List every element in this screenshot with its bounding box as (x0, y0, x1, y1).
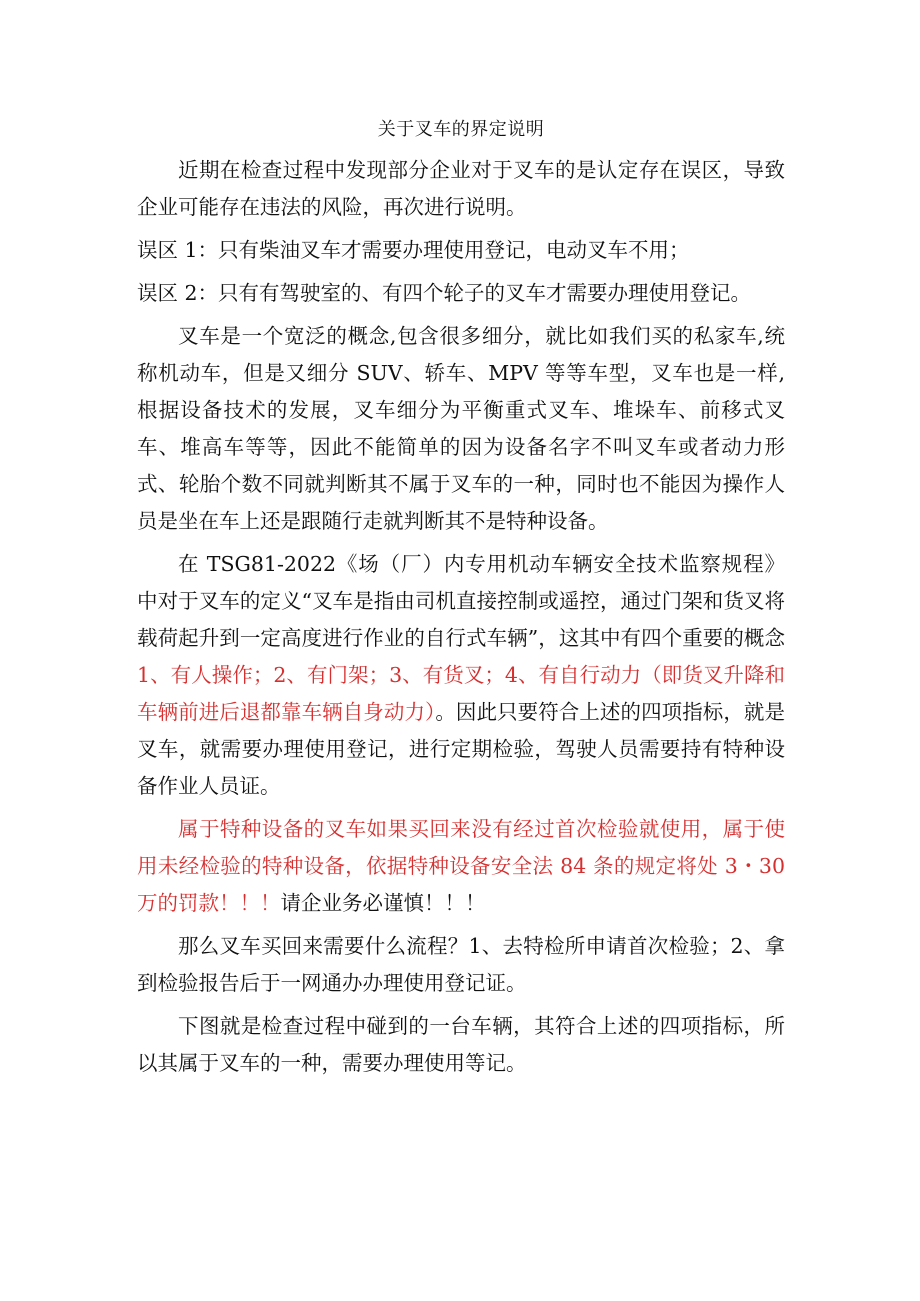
definition-paragraph (137, 546, 785, 805)
penalty-caution: 请企业务必谨慎！！！ (280, 891, 486, 915)
intro-paragraph: 近期在检查过程中发现部分企业对于叉车的是认定存在误区，导致企业可能存在违法的风险，再次进行说明。 (137, 158, 785, 219)
closing-paragraph: 下图就是检查过程中碰到的一台车辆，其符合上述的四项指标，所以其属于叉车的一种，需要办理使用等记。 (137, 1014, 785, 1075)
myth-2-line: 误区 2：只有有驾驶室的、有四个轮子的叉车才需要办理使用登记。 (137, 281, 752, 305)
document-title: 关于叉车的界定说明 (377, 119, 545, 140)
process-paragraph: 那么叉车买回来需要什么流程？1、去特检所申请首次检验；2、拿到检验报告后于一网通办办理使用登记证。 (137, 934, 785, 995)
definition-key-concepts: 1、有人操作；2、有门架；3、有货叉；4、有自行动力（即货叉升降和车辆前进后退都靠车辆自身动力） (137, 663, 785, 724)
myth-1-line: 误区 1：只有柴油叉车才需要办理使用登记，电动叉车不用； (137, 238, 690, 262)
definition-text-part-2: 。因此只要符合上述的四项指标，就是叉车，就需要办理使用登记，进行定期检验，驾驶人员需要持有特种设备作业人员证。 (137, 700, 786, 798)
penalty-warning: 属于特种设备的叉车如果买回来没有经过首次检验就使用，属于使用未经检验的特种设备，依据特种设备安全法 84 条的规定将处 3・30 万的罚款！！！ (137, 817, 785, 915)
penalty-paragraph (137, 811, 785, 922)
definition-text-part-1: 在 TSG81-2022《场（厂）内专用机动车辆安全技术监察规程》中对于叉车的定义“叉车是指由司机直接控制或遥控，通过门架和货叉将载荷起升到一定高度进行作业的自行式车辆”，这其中有四个重要的概念 (137, 552, 785, 650)
concept-paragraph: 叉车是一个宽泛的概念,包含很多细分，就比如我们买的私家车,统称机动车，但是又细分 SUV、轿车、MPV 等等车型，叉车也是一样,根据设备技术的发展，叉车细分为平衡重式叉车、堆垛车、前移式叉车、堆高车等等，因此不能简单的因为设备名字不叫叉车或者动力形式、轮胎个数不同就判断其不属于叉车的一种，同时也不能因为操作人员是坐在车上还是跟随行走就判断其不是特种设备。 (137, 324, 785, 533)
document-page (137, 112, 785, 1088)
